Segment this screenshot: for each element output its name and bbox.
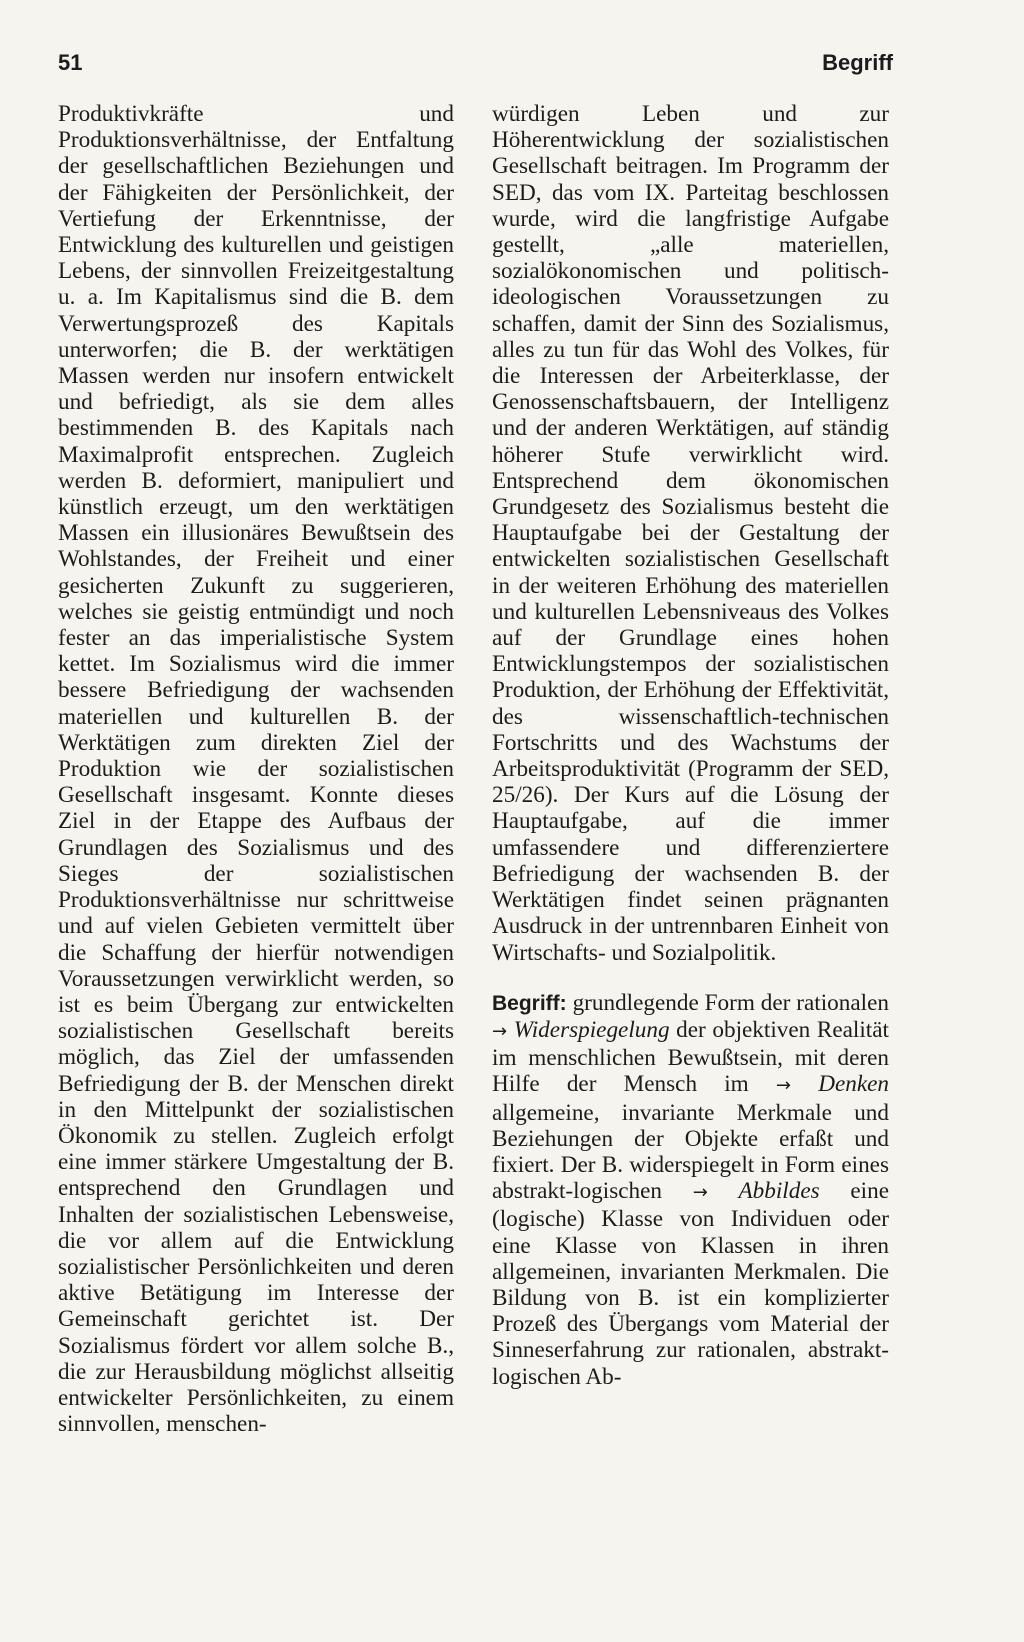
cross-reference-denken: Denken	[818, 1071, 890, 1098]
entry-text-segment: grundlegende Form der rationalen	[566, 989, 889, 1016]
dictionary-entry-begriff	[492, 990, 889, 1390]
entry-text-segment: allgemeine, invariante Merkmale und Beziehungen der Objekte erfaßt und fixiert. Der B. widerspiegelt in Form eines abstrakt-logischen	[492, 1099, 889, 1205]
left-column	[58, 101, 454, 1437]
cross-reference-arrow-icon: →	[492, 1020, 508, 1042]
cross-reference-abbildes: Abbildes	[738, 1178, 820, 1205]
entry-text-segment: eine (logische) Klasse von Individuen oder eine Klasse von Klassen in ihren allgemeinen, invarianten Merkmalen. Die Bildung von B. ist ein komplizierter Prozeß des Übergangs vom Material der Sinneserfahrung zur rationalen, abstrakt-logischen Ab-	[492, 1178, 889, 1390]
left-column-text: Produktivkräfte und Produktionsverhältnisse, der Entfaltung der gesellschaftlichen Beziehungen und der Fähigkeiten der Persönlichkeit, der Vertiefung der Erkenntnisse, der Entwicklung des kulturellen und geistigen Lebens, der sinnvollen Freizeitgestaltung u. a. Im Kapitalismus sind die B. dem Verwertungsprozeß des Kapitals unterworfen; die B. der werktätigen Massen werden nur insofern entwickelt und befriedigt, als sie dem alles bestimmenden B. des Kapitals nach Maximalprofit entsprechen. Zugleich werden B. deformiert, manipuliert und künstlich erzeugt, um den werktätigen Massen ein illusionäres Bewußtsein des Wohlstandes, der Freiheit und einer gesicherten Zukunft zu suggerieren, welches sie geistig entmündigt und noch fester an das imperialistische System kettet. Im Sozialismus wird die immer bessere Befriedigung der wachsenden materiellen und kulturellen B. der Werktätigen zum direkten Ziel der Produktion wie der sozialistischen Gesellschaft insgesamt. Konnte dieses Ziel in der Etappe des Aufbaus der Grundlagen des Sozialismus und des Sieges der sozialistischen Produktionsverhältnisse nur schrittweise und auf vielen Gebieten vermittelt über die Schaffung der hierfür notwendigen Voraussetzungen verwirklicht werden, so ist es beim Übergang zur entwickelten sozialistischen Gesellschaft bereits möglich, das Ziel der umfassenden Befriedigung der B. der Menschen direkt in den Mittelpunkt der sozialistischen Ökonomik zu stellen. Zugleich erfolgt eine immer stärkere Umgestaltung der B. entsprechend den Grundlagen und Inhalten der sozialistischen Lebensweise, die vor allem auf die Entwicklung sozialistischer Persönlichkeiten und deren aktive Betätigung im Interesse der Gemeinschaft gerichtet ist. Der Sozialismus fördert vor allem solche B., die zur Herausbildung möglichst allseitig entwickelter Persönlichkeiten, zu einem sinnvollen, menschen-	[58, 101, 454, 1438]
right-column	[492, 101, 889, 1390]
cross-reference-widerspiegelung: Widerspiegelung	[513, 1016, 670, 1043]
continuation-paragraph: würdigen Leben und zur Höherentwicklung der sozialistischen Gesellschaft beitragen. Im Programm der SED, das vom IX. Parteitag beschlossen wurde, wird die langfristige Aufgabe gestellt, „alle materiellen, sozialökonomischen und politisch-ideologischen Voraussetzungen zu schaffen, damit der Sinn des Sozialismus, alles zu tun für das Wohl des Volkes, für die Interessen der Arbeiterklasse, der Genossenschaftsbauern, der Intelligenz und der anderen Werktätigen, auf ständig höherer Stufe verwirklicht wird. Entsprechend dem ökonomischen Grundgesetz des Sozialismus besteht die Hauptaufgabe bei der Gestaltung der entwickelten sozialistischen Gesellschaft in der weiteren Erhöhung des materiellen und kulturellen Lebensniveaus des Volkes auf der Grundlage eines hohen Entwicklungstempos der sozialistischen Produktion, der Erhöhung der Effektivität, des wissenschaftlich-technischen Fortschritts und des Wachstums der Arbeitsproduktivität (Programm der SED, 25/26). Der Kurs auf die Lösung der Hauptaufgabe, auf die immer umfassendere und differenziertere Befriedigung der wachsenden B. der Werktätigen findet seinen prägnanten Ausdruck in der untrennbaren Einheit von Wirtschafts- und Sozialpolitik.	[492, 101, 889, 966]
running-head: Begriff	[822, 50, 893, 75]
entry-headword: Begriff:	[492, 991, 567, 1015]
entry-text-segment: der objektiven Realität im menschlichen Bewußtsein, mit deren Hilfe der Mensch im	[492, 1016, 889, 1098]
cross-reference-arrow-icon: →	[775, 1075, 791, 1097]
page-number: 51	[58, 50, 83, 75]
cross-reference-arrow-icon: →	[692, 1182, 708, 1204]
